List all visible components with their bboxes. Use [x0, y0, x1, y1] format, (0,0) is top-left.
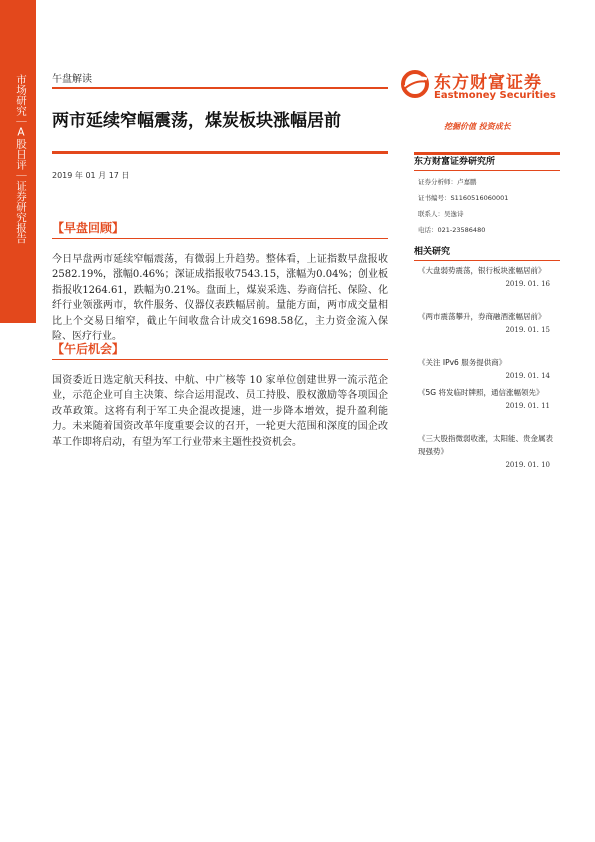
top-divider: [52, 87, 388, 89]
related-item[interactable]: [418, 386, 558, 410]
related-item[interactable]: [418, 310, 558, 334]
section-tag: 午盘解读: [52, 74, 92, 85]
side-band-top: [0, 0, 36, 58]
cert-number-line: 证书编号：S1160516060001: [418, 194, 509, 202]
opportunity-heading: 【午后机会】: [52, 342, 125, 356]
brand-logo: [400, 66, 560, 110]
related-item-date: 2019. 01. 16: [505, 280, 550, 288]
page-title: 两市延续窄幅震荡，煤炭板块涨幅居前: [52, 111, 341, 131]
related-item-title[interactable]: 《大盘弱势震荡，银行板块涨幅居前》: [418, 266, 546, 275]
side-vertical-label: 市场研究｜A股日评｜证券研究报告: [15, 74, 27, 244]
brand-name-en: Eastmoney Securities: [434, 90, 556, 101]
institute-title: 东方财富证券研究所: [414, 152, 560, 171]
related-item-title[interactable]: 《两市震荡攀升，券商融酒涨幅居前》: [418, 312, 546, 321]
opportunity-heading-row: [52, 338, 388, 360]
related-research-title: 相关研究: [414, 245, 560, 261]
phone-line: 电话：021-23586480: [418, 226, 486, 234]
contact-line: 联系人：吴逸诗: [418, 210, 464, 218]
review-heading: 【早盘回顾】: [52, 221, 125, 235]
related-item[interactable]: [418, 356, 558, 380]
review-heading-row: [52, 217, 388, 239]
side-band: [0, 0, 36, 842]
report-date: 2019 年 01 月 17 日: [52, 171, 130, 180]
related-item-date: 2019. 01. 14: [505, 372, 550, 380]
related-item-title[interactable]: 《三大股指微弱收涨，太阳能、贵金属表现强势》: [418, 434, 553, 456]
related-item-title[interactable]: 《5G 将发临时牌照，通信涨幅领先》: [418, 388, 544, 397]
analyst-line: 证券分析师：卢嘉鹏: [418, 178, 477, 186]
related-item[interactable]: [418, 264, 558, 288]
related-item-date: 2019. 01. 15: [505, 326, 550, 334]
review-paragraph: 今日早盘两市延续窄幅震荡，有微弱上升趋势。整体看，上证指数早盘报收2582.19%，涨幅0.46%；深证成指报收7543.15，涨幅为0.04%；创业板指报收1264.61，跌幅为0.21%。盘面上，煤炭采选、券商信托、保险、化纤行业领涨两市，软件服务、仪器仪表跌幅居前。量能方面，两市成交量相比上个交易日缩窄，截止午间收盘合计成交1698.58亿，主力资金流入保险、医疗行业。: [52, 254, 388, 343]
related-item-title[interactable]: 《关注 IPv6 服务提供商》: [418, 358, 507, 367]
related-item-date: 2019. 01. 10: [505, 461, 550, 469]
title-divider: [52, 151, 388, 154]
related-item-date: 2019. 01. 11: [505, 402, 550, 410]
opportunity-paragraph: 国资委近日选定航天科技、中航、中广核等 10 家单位创建世界一流示范企业，示范企业可自主决策、综合运用混改、员工持股、股权激励等各项国企改革政策。这将有利于军工央企混改提速，进一步降本增效，提升盈利能力。未来随着国资改革年度重要会议的召开，一轮更大范围和深度的国企改革工作即将启动，有望为军工行业带来主题性投资机会。: [52, 375, 388, 448]
logo-mark-icon: [400, 70, 430, 98]
brand-name-cn: 东方财富证券: [434, 73, 542, 93]
brand-slogan: 挖掘价值 投资成长: [444, 122, 511, 131]
related-item[interactable]: [418, 432, 558, 469]
